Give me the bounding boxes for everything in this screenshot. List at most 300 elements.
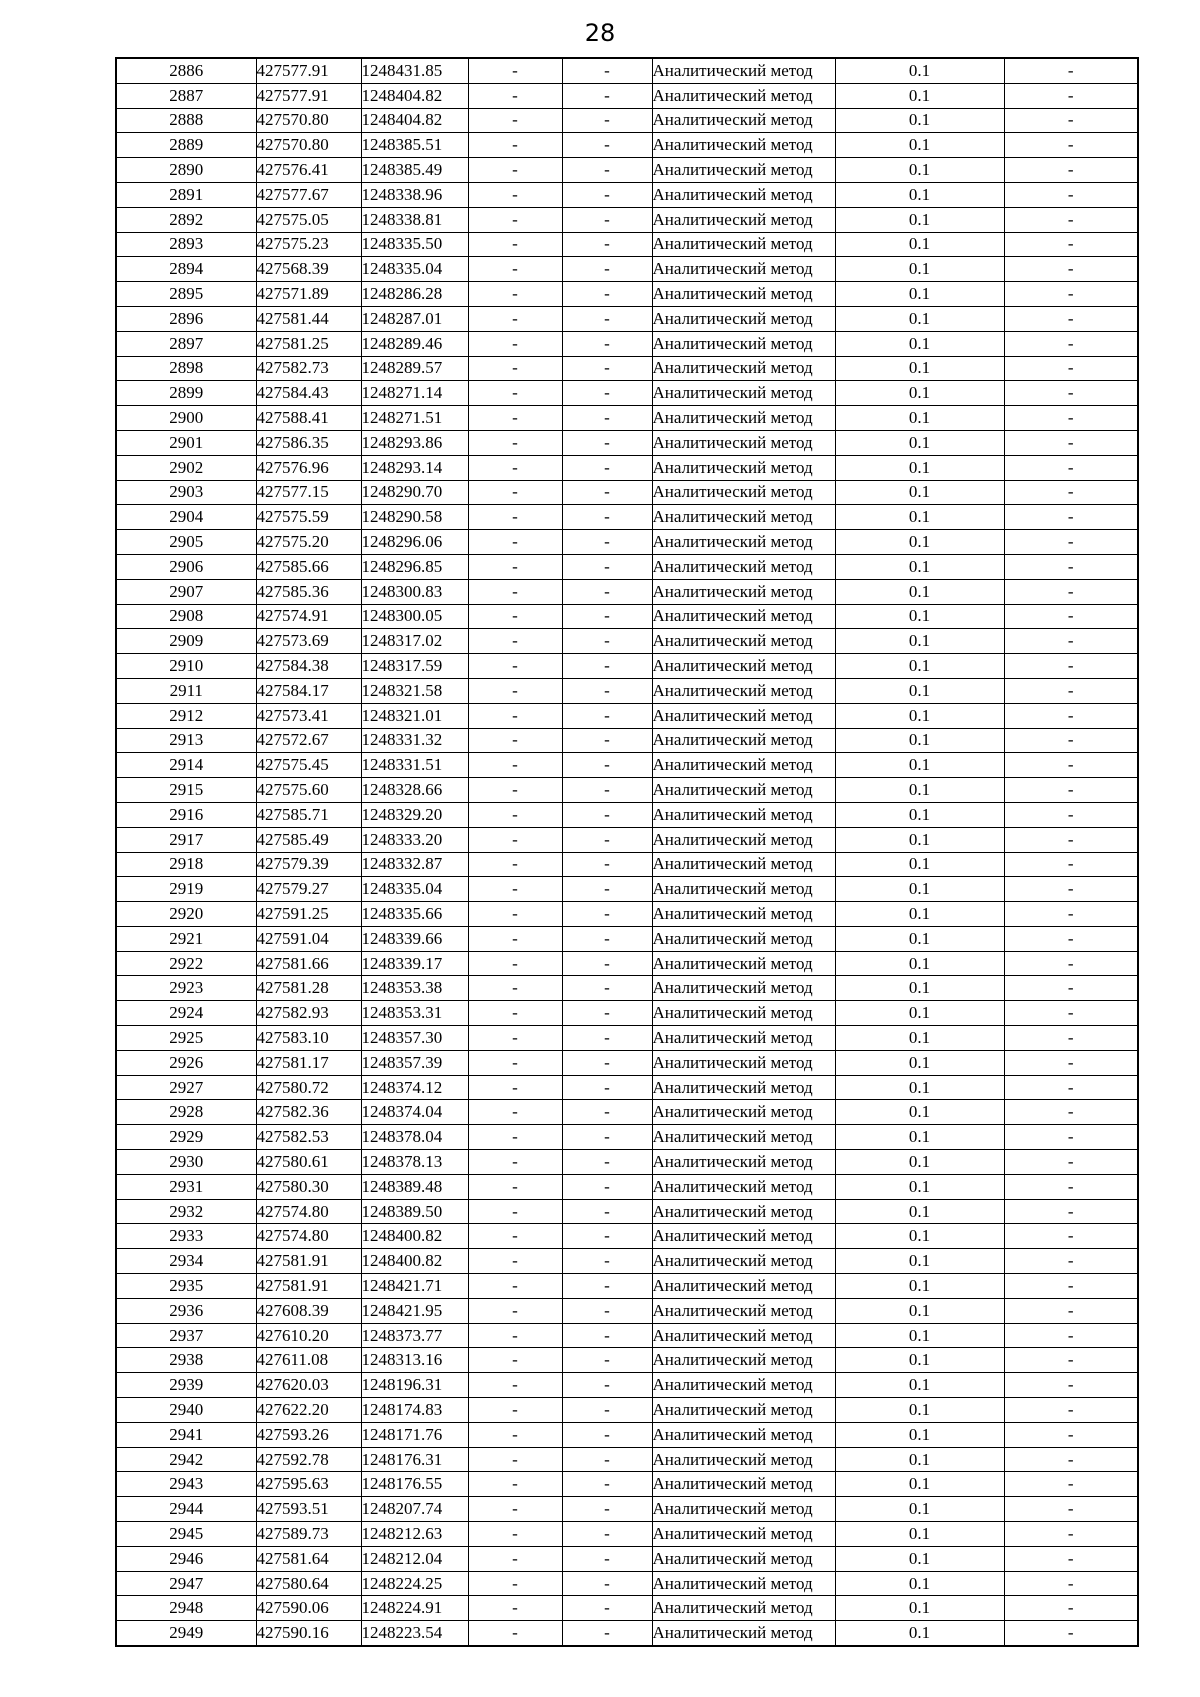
y-coordinate-cell: 1248400.82 — [361, 1224, 468, 1249]
point-number-cell: 2911 — [116, 678, 256, 703]
dash-cell: - — [468, 1497, 562, 1522]
table-row — [116, 257, 1138, 282]
table-row — [116, 58, 1138, 83]
x-coordinate-cell: 427580.61 — [256, 1150, 361, 1175]
point-number-cell: 2917 — [116, 827, 256, 852]
dash-cell: - — [468, 1546, 562, 1571]
dash-cell: - — [562, 455, 652, 480]
accuracy-cell: 0.1 — [835, 133, 1004, 158]
method-cell: Аналитический метод — [652, 505, 835, 530]
point-number-cell: 2902 — [116, 455, 256, 480]
accuracy-cell: 0.1 — [835, 802, 1004, 827]
dash-cell: - — [562, 926, 652, 951]
dash-cell: - — [468, 1224, 562, 1249]
dash-cell: - — [468, 1447, 562, 1472]
point-number-cell: 2927 — [116, 1075, 256, 1100]
y-coordinate-cell: 1248378.13 — [361, 1150, 468, 1175]
dash-cell: - — [468, 257, 562, 282]
dash-cell: - — [468, 1150, 562, 1175]
y-coordinate-cell: 1248176.55 — [361, 1472, 468, 1497]
y-coordinate-cell: 1248335.50 — [361, 232, 468, 257]
method-cell: Аналитический метод — [652, 1472, 835, 1497]
x-coordinate-cell: 427581.64 — [256, 1546, 361, 1571]
method-cell: Аналитический метод — [652, 108, 835, 133]
x-coordinate-cell: 427570.80 — [256, 108, 361, 133]
x-coordinate-cell: 427580.30 — [256, 1174, 361, 1199]
dash-cell: - — [562, 158, 652, 183]
y-coordinate-cell: 1248385.49 — [361, 158, 468, 183]
method-cell: Аналитический метод — [652, 1522, 835, 1547]
table-row — [116, 554, 1138, 579]
dash-cell: - — [468, 877, 562, 902]
point-number-cell: 2915 — [116, 778, 256, 803]
dash-cell: - — [1004, 1348, 1138, 1373]
method-cell: Аналитический метод — [652, 331, 835, 356]
accuracy-cell: 0.1 — [835, 728, 1004, 753]
accuracy-cell: 0.1 — [835, 1522, 1004, 1547]
dash-cell: - — [562, 1298, 652, 1323]
dash-cell: - — [1004, 1398, 1138, 1423]
dash-cell: - — [468, 1522, 562, 1547]
method-cell: Аналитический метод — [652, 1621, 835, 1646]
x-coordinate-cell: 427620.03 — [256, 1373, 361, 1398]
accuracy-cell: 0.1 — [835, 430, 1004, 455]
y-coordinate-cell: 1248404.82 — [361, 83, 468, 108]
dash-cell: - — [1004, 1001, 1138, 1026]
dash-cell: - — [1004, 133, 1138, 158]
point-number-cell: 2930 — [116, 1150, 256, 1175]
table-row — [116, 926, 1138, 951]
accuracy-cell: 0.1 — [835, 703, 1004, 728]
table-row — [116, 505, 1138, 530]
method-cell: Аналитический метод — [652, 877, 835, 902]
x-coordinate-cell: 427575.05 — [256, 207, 361, 232]
dash-cell: - — [562, 579, 652, 604]
dash-cell: - — [468, 1323, 562, 1348]
dash-cell: - — [468, 1001, 562, 1026]
dash-cell: - — [1004, 306, 1138, 331]
table-row — [116, 1100, 1138, 1125]
dash-cell: - — [468, 1026, 562, 1051]
dash-cell: - — [468, 406, 562, 431]
dash-cell: - — [468, 1422, 562, 1447]
dash-cell: - — [468, 133, 562, 158]
point-number-cell: 2941 — [116, 1422, 256, 1447]
method-cell: Аналитический метод — [652, 579, 835, 604]
point-number-cell: 2909 — [116, 629, 256, 654]
x-coordinate-cell: 427572.67 — [256, 728, 361, 753]
dash-cell: - — [1004, 1174, 1138, 1199]
accuracy-cell: 0.1 — [835, 852, 1004, 877]
dash-cell: - — [562, 1621, 652, 1646]
method-cell: Аналитический метод — [652, 902, 835, 927]
y-coordinate-cell: 1248290.58 — [361, 505, 468, 530]
accuracy-cell: 0.1 — [835, 926, 1004, 951]
point-number-cell: 2922 — [116, 951, 256, 976]
x-coordinate-cell: 427568.39 — [256, 257, 361, 282]
accuracy-cell: 0.1 — [835, 1571, 1004, 1596]
table-row — [116, 802, 1138, 827]
dash-cell: - — [562, 802, 652, 827]
method-cell: Аналитический метод — [652, 1546, 835, 1571]
x-coordinate-cell: 427581.44 — [256, 306, 361, 331]
accuracy-cell: 0.1 — [835, 455, 1004, 480]
y-coordinate-cell: 1248296.06 — [361, 530, 468, 555]
point-number-cell: 2929 — [116, 1125, 256, 1150]
y-coordinate-cell: 1248300.83 — [361, 579, 468, 604]
y-coordinate-cell: 1248207.74 — [361, 1497, 468, 1522]
dash-cell: - — [468, 1100, 562, 1125]
accuracy-cell: 0.1 — [835, 554, 1004, 579]
point-number-cell: 2944 — [116, 1497, 256, 1522]
y-coordinate-cell: 1248357.30 — [361, 1026, 468, 1051]
dash-cell: - — [562, 678, 652, 703]
dash-cell: - — [468, 902, 562, 927]
dash-cell: - — [468, 827, 562, 852]
x-coordinate-cell: 427585.49 — [256, 827, 361, 852]
dash-cell: - — [1004, 1050, 1138, 1075]
y-coordinate-cell: 1248421.95 — [361, 1298, 468, 1323]
dash-cell: - — [562, 232, 652, 257]
point-number-cell: 2948 — [116, 1596, 256, 1621]
dash-cell: - — [468, 1571, 562, 1596]
dash-cell: - — [468, 1274, 562, 1299]
table-row — [116, 1224, 1138, 1249]
x-coordinate-cell: 427576.41 — [256, 158, 361, 183]
x-coordinate-cell: 427575.45 — [256, 753, 361, 778]
accuracy-cell: 0.1 — [835, 753, 1004, 778]
table-row — [116, 1174, 1138, 1199]
method-cell: Аналитический метод — [652, 1373, 835, 1398]
method-cell: Аналитический метод — [652, 1274, 835, 1299]
dash-cell: - — [562, 827, 652, 852]
method-cell: Аналитический метод — [652, 480, 835, 505]
dash-cell: - — [1004, 1621, 1138, 1646]
method-cell: Аналитический метод — [652, 1398, 835, 1423]
dash-cell: - — [1004, 1546, 1138, 1571]
x-coordinate-cell: 427582.93 — [256, 1001, 361, 1026]
dash-cell: - — [1004, 1199, 1138, 1224]
dash-cell: - — [562, 83, 652, 108]
dash-cell: - — [1004, 1298, 1138, 1323]
method-cell: Аналитический метод — [652, 232, 835, 257]
table-row — [116, 1050, 1138, 1075]
table-row — [116, 1472, 1138, 1497]
dash-cell: - — [562, 58, 652, 83]
accuracy-cell: 0.1 — [835, 1150, 1004, 1175]
dash-cell: - — [468, 604, 562, 629]
dash-cell: - — [562, 1224, 652, 1249]
y-coordinate-cell: 1248317.02 — [361, 629, 468, 654]
dash-cell: - — [1004, 1249, 1138, 1274]
accuracy-cell: 0.1 — [835, 1100, 1004, 1125]
table-row — [116, 158, 1138, 183]
dash-cell: - — [562, 1596, 652, 1621]
point-number-cell: 2921 — [116, 926, 256, 951]
dash-cell: - — [1004, 207, 1138, 232]
dash-cell: - — [1004, 530, 1138, 555]
method-cell: Аналитический метод — [652, 1026, 835, 1051]
dash-cell: - — [1004, 480, 1138, 505]
point-number-cell: 2937 — [116, 1323, 256, 1348]
point-number-cell: 2923 — [116, 976, 256, 1001]
y-coordinate-cell: 1248357.39 — [361, 1050, 468, 1075]
x-coordinate-cell: 427582.53 — [256, 1125, 361, 1150]
dash-cell: - — [562, 1199, 652, 1224]
dash-cell: - — [562, 1398, 652, 1423]
dash-cell: - — [468, 306, 562, 331]
table-row — [116, 232, 1138, 257]
table-row — [116, 1298, 1138, 1323]
method-cell: Аналитический метод — [652, 1348, 835, 1373]
accuracy-cell: 0.1 — [835, 1348, 1004, 1373]
dash-cell: - — [562, 282, 652, 307]
x-coordinate-cell: 427581.28 — [256, 976, 361, 1001]
method-cell: Аналитический метод — [652, 356, 835, 381]
accuracy-cell: 0.1 — [835, 1323, 1004, 1348]
accuracy-cell: 0.1 — [835, 1298, 1004, 1323]
method-cell: Аналитический метод — [652, 1125, 835, 1150]
accuracy-cell: 0.1 — [835, 58, 1004, 83]
x-coordinate-cell: 427580.72 — [256, 1075, 361, 1100]
method-cell: Аналитический метод — [652, 158, 835, 183]
dash-cell: - — [468, 1125, 562, 1150]
point-number-cell: 2890 — [116, 158, 256, 183]
table-row — [116, 1447, 1138, 1472]
method-cell: Аналитический метод — [652, 728, 835, 753]
accuracy-cell: 0.1 — [835, 1075, 1004, 1100]
dash-cell: - — [562, 1497, 652, 1522]
x-coordinate-cell: 427595.63 — [256, 1472, 361, 1497]
dash-cell: - — [562, 1422, 652, 1447]
method-cell: Аналитический метод — [652, 1571, 835, 1596]
x-coordinate-cell: 427591.25 — [256, 902, 361, 927]
table-row — [116, 108, 1138, 133]
dash-cell: - — [468, 1174, 562, 1199]
dash-cell: - — [468, 678, 562, 703]
y-coordinate-cell: 1248400.82 — [361, 1249, 468, 1274]
x-coordinate-cell: 427574.91 — [256, 604, 361, 629]
x-coordinate-cell: 427622.20 — [256, 1398, 361, 1423]
dash-cell: - — [562, 554, 652, 579]
dash-cell: - — [1004, 1075, 1138, 1100]
accuracy-cell: 0.1 — [835, 331, 1004, 356]
method-cell: Аналитический метод — [652, 306, 835, 331]
table-row — [116, 480, 1138, 505]
point-number-cell: 2893 — [116, 232, 256, 257]
dash-cell: - — [1004, 877, 1138, 902]
table-row — [116, 1026, 1138, 1051]
table-row — [116, 877, 1138, 902]
point-number-cell: 2897 — [116, 331, 256, 356]
accuracy-cell: 0.1 — [835, 1249, 1004, 1274]
dash-cell: - — [468, 554, 562, 579]
dash-cell: - — [562, 1274, 652, 1299]
dash-cell: - — [562, 1546, 652, 1571]
y-coordinate-cell: 1248212.04 — [361, 1546, 468, 1571]
method-cell: Аналитический метод — [652, 1422, 835, 1447]
dash-cell: - — [562, 877, 652, 902]
method-cell: Аналитический метод — [652, 1298, 835, 1323]
method-cell: Аналитический метод — [652, 604, 835, 629]
dash-cell: - — [562, 1050, 652, 1075]
accuracy-cell: 0.1 — [835, 232, 1004, 257]
dash-cell: - — [1004, 406, 1138, 431]
point-number-cell: 2899 — [116, 381, 256, 406]
point-number-cell: 2925 — [116, 1026, 256, 1051]
x-coordinate-cell: 427583.10 — [256, 1026, 361, 1051]
dash-cell: - — [562, 430, 652, 455]
x-coordinate-cell: 427590.16 — [256, 1621, 361, 1646]
accuracy-cell: 0.1 — [835, 406, 1004, 431]
point-number-cell: 2912 — [116, 703, 256, 728]
dash-cell: - — [468, 182, 562, 207]
dash-cell: - — [1004, 728, 1138, 753]
table-row — [116, 306, 1138, 331]
y-coordinate-cell: 1248321.01 — [361, 703, 468, 728]
x-coordinate-cell: 427584.43 — [256, 381, 361, 406]
table-row — [116, 778, 1138, 803]
dash-cell: - — [468, 530, 562, 555]
point-number-cell: 2901 — [116, 430, 256, 455]
y-coordinate-cell: 1248431.85 — [361, 58, 468, 83]
y-coordinate-cell: 1248317.59 — [361, 654, 468, 679]
table-row — [116, 1125, 1138, 1150]
method-cell: Аналитический метод — [652, 1199, 835, 1224]
dash-cell: - — [562, 1348, 652, 1373]
table-row — [116, 1075, 1138, 1100]
point-number-cell: 2914 — [116, 753, 256, 778]
table-row — [116, 1001, 1138, 1026]
x-coordinate-cell: 427584.38 — [256, 654, 361, 679]
dash-cell: - — [1004, 182, 1138, 207]
table-row — [116, 1596, 1138, 1621]
dash-cell: - — [562, 703, 652, 728]
table-row — [116, 1422, 1138, 1447]
accuracy-cell: 0.1 — [835, 356, 1004, 381]
table-row — [116, 654, 1138, 679]
x-coordinate-cell: 427593.51 — [256, 1497, 361, 1522]
x-coordinate-cell: 427582.36 — [256, 1100, 361, 1125]
dash-cell: - — [1004, 1497, 1138, 1522]
point-number-cell: 2910 — [116, 654, 256, 679]
dash-cell: - — [1004, 654, 1138, 679]
x-coordinate-cell: 427585.71 — [256, 802, 361, 827]
point-number-cell: 2939 — [116, 1373, 256, 1398]
method-cell: Аналитический метод — [652, 778, 835, 803]
x-coordinate-cell: 427593.26 — [256, 1422, 361, 1447]
table-row — [116, 530, 1138, 555]
x-coordinate-cell: 427591.04 — [256, 926, 361, 951]
table-row — [116, 1546, 1138, 1571]
method-cell: Аналитический метод — [652, 926, 835, 951]
accuracy-cell: 0.1 — [835, 1373, 1004, 1398]
table-row — [116, 604, 1138, 629]
point-number-cell: 2908 — [116, 604, 256, 629]
point-number-cell: 2895 — [116, 282, 256, 307]
method-cell: Аналитический метод — [652, 406, 835, 431]
dash-cell: - — [468, 579, 562, 604]
point-number-cell: 2938 — [116, 1348, 256, 1373]
y-coordinate-cell: 1248389.50 — [361, 1199, 468, 1224]
dash-cell: - — [562, 1373, 652, 1398]
x-coordinate-cell: 427573.69 — [256, 629, 361, 654]
method-cell: Аналитический метод — [652, 976, 835, 1001]
table-row — [116, 902, 1138, 927]
dash-cell: - — [1004, 356, 1138, 381]
table-row — [116, 1150, 1138, 1175]
dash-cell: - — [1004, 753, 1138, 778]
y-coordinate-cell: 1248339.17 — [361, 951, 468, 976]
method-cell: Аналитический метод — [652, 207, 835, 232]
dash-cell: - — [468, 1075, 562, 1100]
dash-cell: - — [1004, 926, 1138, 951]
dash-cell: - — [1004, 778, 1138, 803]
accuracy-cell: 0.1 — [835, 1472, 1004, 1497]
dash-cell: - — [562, 1174, 652, 1199]
method-cell: Аналитический метод — [652, 1075, 835, 1100]
point-number-cell: 2920 — [116, 902, 256, 927]
table-row — [116, 1571, 1138, 1596]
x-coordinate-cell: 427574.80 — [256, 1224, 361, 1249]
accuracy-cell: 0.1 — [835, 1422, 1004, 1447]
dash-cell: - — [1004, 703, 1138, 728]
table-body — [116, 58, 1138, 1646]
dash-cell: - — [468, 58, 562, 83]
accuracy-cell: 0.1 — [835, 1546, 1004, 1571]
method-cell: Аналитический метод — [652, 852, 835, 877]
table-row — [116, 1621, 1138, 1646]
x-coordinate-cell: 427580.64 — [256, 1571, 361, 1596]
table-row — [116, 406, 1138, 431]
method-cell: Аналитический метод — [652, 678, 835, 703]
accuracy-cell: 0.1 — [835, 1125, 1004, 1150]
dash-cell: - — [1004, 554, 1138, 579]
table-row — [116, 1522, 1138, 1547]
dash-cell: - — [562, 306, 652, 331]
dash-cell: - — [1004, 629, 1138, 654]
dash-cell: - — [1004, 827, 1138, 852]
dash-cell: - — [562, 108, 652, 133]
table-row — [116, 753, 1138, 778]
x-coordinate-cell: 427585.66 — [256, 554, 361, 579]
y-coordinate-cell: 1248328.66 — [361, 778, 468, 803]
dash-cell: - — [468, 1472, 562, 1497]
x-coordinate-cell: 427585.36 — [256, 579, 361, 604]
point-number-cell: 2892 — [116, 207, 256, 232]
point-number-cell: 2891 — [116, 182, 256, 207]
y-coordinate-cell: 1248335.04 — [361, 257, 468, 282]
accuracy-cell: 0.1 — [835, 257, 1004, 282]
point-number-cell: 2905 — [116, 530, 256, 555]
point-number-cell: 2936 — [116, 1298, 256, 1323]
dash-cell: - — [1004, 83, 1138, 108]
dash-cell: - — [562, 505, 652, 530]
table-row — [116, 207, 1138, 232]
coordinates-table — [115, 57, 1139, 1647]
y-coordinate-cell: 1248331.51 — [361, 753, 468, 778]
dash-cell: - — [468, 1348, 562, 1373]
method-cell: Аналитический метод — [652, 1596, 835, 1621]
point-number-cell: 2886 — [116, 58, 256, 83]
dash-cell: - — [1004, 1026, 1138, 1051]
method-cell: Аналитический метод — [652, 703, 835, 728]
dash-cell: - — [468, 505, 562, 530]
y-coordinate-cell: 1248374.04 — [361, 1100, 468, 1125]
x-coordinate-cell: 427581.91 — [256, 1274, 361, 1299]
dash-cell: - — [468, 430, 562, 455]
point-number-cell: 2888 — [116, 108, 256, 133]
